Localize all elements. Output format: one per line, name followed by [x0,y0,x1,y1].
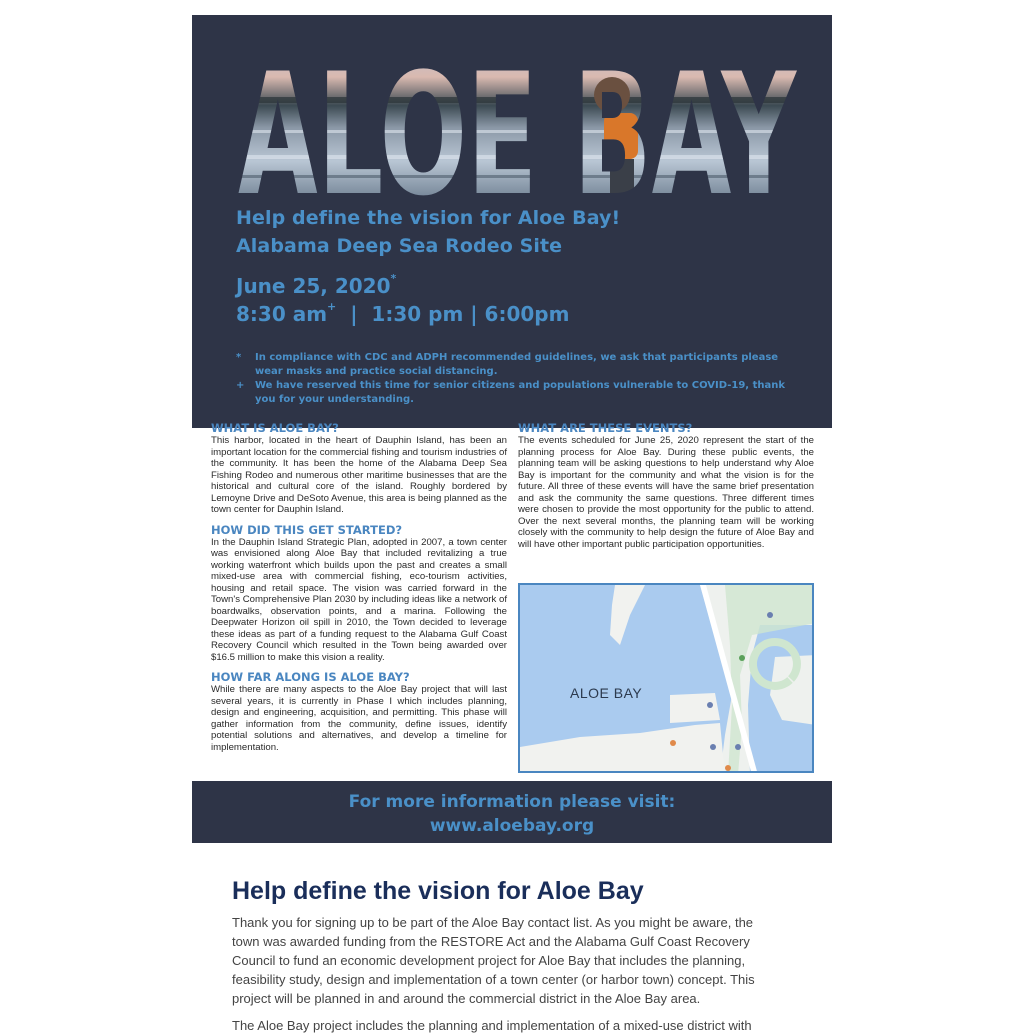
section-body: In the Dauphin Island Strategic Plan, adopted in 2007, a town center was envisioned along Aloe Bay that included revitalizing a true working waterfront which builds upon the past and creates a small mixed-use area with commercial fishing, eco-tourism activities, housing and retail space. The vision was carried forward in the Town's Comprehensive Plan 2030 by including ideas like a network of boardwalks, observation points, and a marina. Following the Deepwater Horizon oil spill in 2010, the Town decided to leverage these ideas as part of a funding request to the Alabama Gulf Coast Recovery Council which resulted in the Town being awarded over $16.5 million to make this vision a reality. [211,536,507,663]
time-separator: | [336,302,372,326]
aloe-bay-map[interactable] [518,583,814,773]
flyer-hero [192,15,832,428]
event-date: June 25, 2020 [236,274,391,298]
section-body: This harbor, located in the heart of Dauphin Island, has been an important location for the commercial fishing and tourism industries of the community. It has been the home of the Alabama Deep Sea Fishing Rodeo and numerous other maritime businesses that are the historical and cultural core of the island. Roughly bordered by Lemoyne Drive and DeSoto Avenue, this area is being planned as the town center for Dauphin Island. [211,435,507,515]
section-body: While there are many aspects to the Aloe Bay project that will last several years, it is currently in Phase I which includes planning, design and engineering, acquisition, and permitting. This phase will gather information from the community, define issues, identify potential solutions and alternatives, and develop a timeline for implementation. [211,684,507,753]
time-footnote-mark: + [327,300,337,313]
event-time-1: 8:30 am [236,302,328,326]
section-heading: WHAT IS ALOE BAY? [211,421,339,435]
event-time-3: 6:00pm [484,302,570,326]
footer-info-text: For more information please visit: [348,792,676,812]
footnote-seniors [236,379,796,407]
flyer-times [236,302,569,326]
date-footnote-mark: * [390,272,397,285]
flyer-right-column [518,421,814,557]
flyer-left-column [211,421,507,760]
section-body: The events scheduled for June 25, 2020 represent the start of the planning process for Aloe Bay. During these public events, the planning team will be asking questions to help understand why Aloe Bay is important for the community and what the vision is for the future. All three of these events will have the same brief presentation and ask the community the same questions. Three different times were chosen to provide the most opportunity for the public to attend. Over the next several months, the planning team will be working closely with the community to help design the future of Aloe Bay and will have other important public participation opportunities. [518,435,814,550]
flyer-footer [192,781,832,843]
event-time-2: 1:30 pm [371,302,464,326]
section-heading: WHAT ARE THESE EVENTS? [518,421,693,435]
footnote-text: We have reserved this time for senior citizens and populations vulnerable to COVID-19, thank you for your understanding. [255,380,786,405]
footer-website-link[interactable]: www.aloebay.org [429,816,595,836]
section-heading: HOW DID THIS GET STARTED? [211,522,403,537]
email-paragraph: Thank you for signing up to be part of the Aloe Bay contact list. As you might be aware, the town was awarded funding from the RESTORE Act and the Alabama Gulf Coast Recovery Council to fund an economic development project for Aloe Bay that includes the planning, feasibility study, design and implementation of a town center (or harbor town) concept. This project will be planned in and around the commercial district in the Aloe Bay area. [232,915,755,1006]
flyer-subtitle-site: Alabama Deep Sea Rodeo Site [236,235,563,257]
footnote-mark: + [236,380,245,391]
flyer-date [236,274,396,298]
footnote-mark: * [236,352,242,363]
section-heading: HOW FAR ALONG IS ALOE BAY? [211,670,410,684]
aloe-bay-wordmark [232,35,802,203]
map-label-aloe-bay: ALOE BAY [570,685,643,701]
email-title: Help define the vision for Aloe Bay [232,877,644,905]
footnote-text: In compliance with CDC and ADPH recommended guidelines, we ask that participants please wear masks and practice social distancing. [255,352,779,377]
email-paragraph: The Aloe Bay project includes the planning and implementation of a mixed-use district with [232,1018,752,1033]
time-separator: | [463,302,485,326]
flyer-subtitle-vision: Help define the vision for Aloe Bay! [236,207,621,229]
footnote-distancing [236,351,796,379]
